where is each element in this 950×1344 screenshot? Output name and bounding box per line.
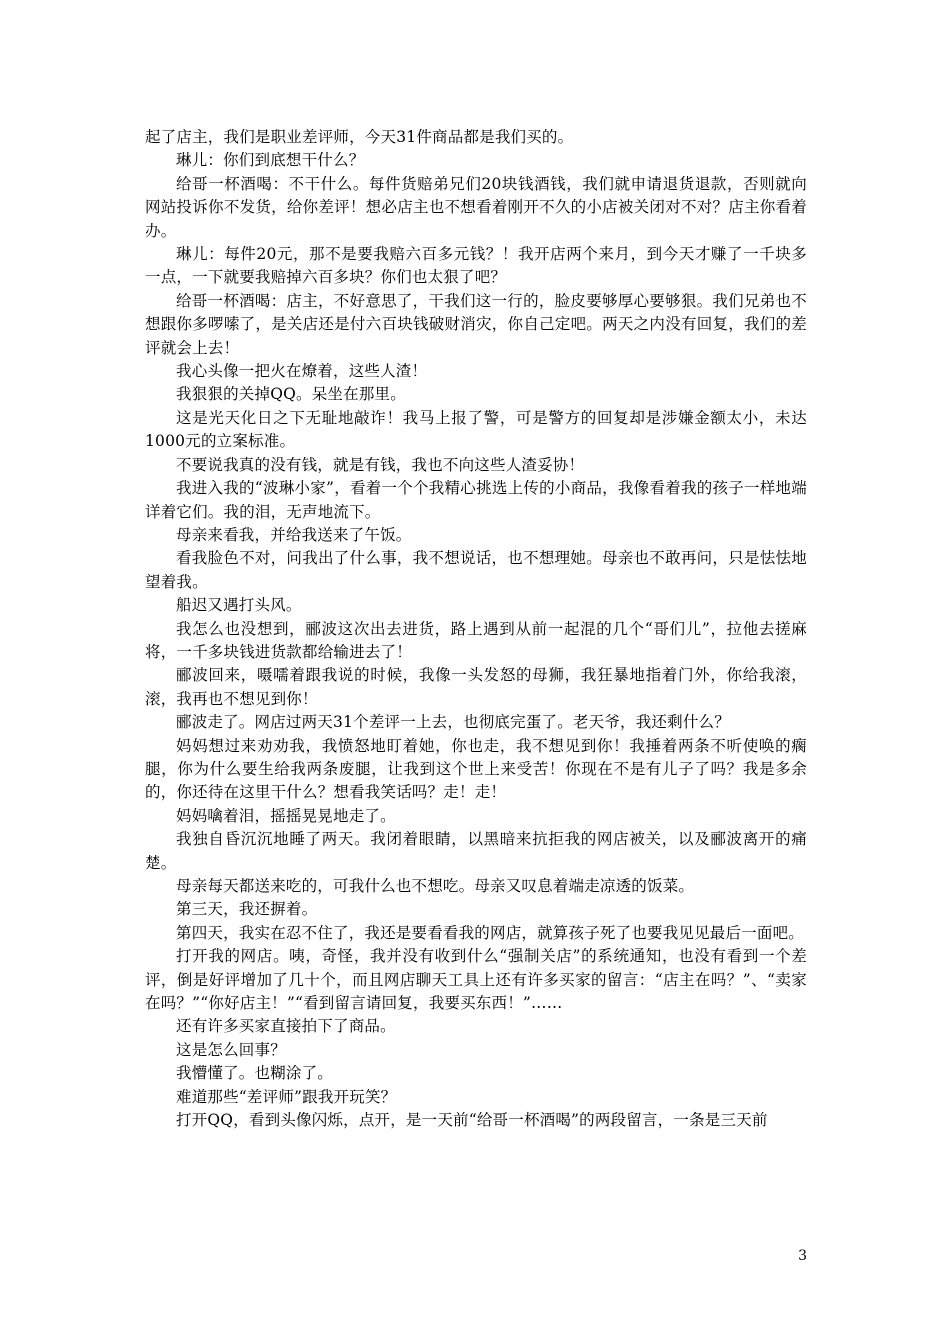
paragraph: 给哥一杯酒喝：店主，不好意思了，干我们这一行的，脸皮要够厚心要够狠。我们兄弟也不想跟你多啰嗦了，是关店还是付六百块钱破财消灾，你自己定吧。两天之内没有回复，我们的差评就会上去！	[145, 291, 807, 357]
page-number: 3	[798, 1248, 807, 1264]
paragraph: 给哥一杯酒喝：不干什么。每件货赔弟兄们20块钱酒钱，我们就申请退货退款，否则就向网站投诉你不发货，给你差评！想必店主也不想看着刚开不久的小店被关闭对不对？店主你看着办。	[145, 174, 807, 240]
paragraph: 船迟又遇打头风。	[176, 596, 302, 615]
paragraph: 第四天，我实在忍不住了，我还是要看看我的网店，就算孩子死了也要我见见最后一面吧。	[176, 923, 805, 942]
paragraph: 这是光天化日之下无耻地敲诈！我马上报了警，可是警方的回复却是涉嫌金额太小，未达1000元的立案标准。	[145, 408, 807, 451]
paragraph: 妈妈噙着泪，摇摇晃晃地走了。	[176, 806, 396, 825]
paragraph: 妈妈想过来劝劝我，我愤怒地盯着她，你也走，我不想见到你！我捶着两条不听使唤的瘸腿，你为什么要生给我两条废腿，让我到这个世上来受苦！你现在不是有儿子了吗？我是多余的，你还待在这里干什么？想看我笑话吗？走！走！	[145, 736, 807, 802]
paragraph: 我懵懂了。也糊涂了。	[176, 1064, 334, 1083]
paragraph: 这是怎么回事？	[176, 1040, 286, 1059]
paragraph: 我怎么也没想到，郦波这次出去进货，路上遇到从前一起混的几个“哥们儿”，拉他去搓麻将，一千多块钱进货款都给输进去了！	[145, 619, 807, 661]
paragraph: 打开我的网店。咦，奇怪，我并没有收到什么“强制关店”的系统通知，也没有看到一个差评，倒是好评增加了几十个，而且网店聊天工具上还有许多买家的留言：“店主在吗？”、“卖家在吗？”“你好店主！”“看到留言请回复，我要买东西！”……	[145, 947, 807, 1013]
paragraph: 我独自昏沉沉地睡了两天。我闭着眼睛，以黑暗来抗拒我的网店被关，以及郦波离开的痛楚。	[145, 830, 807, 872]
body-text	[145, 126, 807, 1132]
paragraph: 琳儿：每件20元，那不是要我赔六百多元钱？！我开店两个来月，到今天才赚了一千块多一点，一下就要我赔掉六百多块？你们也太狠了吧？	[145, 245, 807, 287]
paragraph: 我狠狠的关掉QQ。呆坐在那里。	[176, 385, 406, 404]
paragraph: 母亲每天都送来吃的，可我什么也不想吃。母亲又叹息着端走凉透的饭菜。	[176, 877, 695, 895]
paragraph: 郦波回来，嗫嚅着跟我说的时候，我像一头发怒的母狮，我狂暴地指着门外，你给我滚，滚，我再也不想见到你！	[145, 666, 807, 708]
paragraph: 不要说我真的没有钱，就是有钱，我也不向这些人渣妥协！	[176, 455, 585, 474]
paragraph: 第三天，我还摒着。	[176, 900, 318, 919]
paragraph: 我心头像一把火在燎着，这些人渣！	[176, 362, 428, 381]
paragraph: 难道那些“差评师”跟我开玩笑？	[176, 1087, 397, 1106]
paragraph: 看我脸色不对，问我出了什么事，我不想说话，也不想理她。母亲也不敢再问，只是怯怯地望着我。	[145, 549, 807, 591]
paragraph: 还有许多买家直接拍下了商品。	[176, 1017, 396, 1036]
paragraph: 郦波走了。网店过两天31个差评一上去，也彻底完蛋了。老天爷，我还剩什么？	[176, 713, 730, 732]
paragraph: 打开QQ，看到头像闪烁，点开，是一天前“给哥一杯酒喝”的两段留言，一条是三天前	[176, 1111, 768, 1130]
paragraph: 琳儿：你们到底想干什么？	[176, 151, 365, 170]
paragraph: 母亲来看我，并给我送来了午饭。	[176, 525, 412, 544]
paragraph: 我进入我的“波琳小家”，看着一个个我精心挑选上传的小商品，我像看着我的孩子一样地端详着它们。我的泪，无声地流下。	[145, 479, 807, 521]
paragraph: 起了店主，我们是职业差评师，今天31件商品都是我们买的。	[145, 128, 574, 146]
